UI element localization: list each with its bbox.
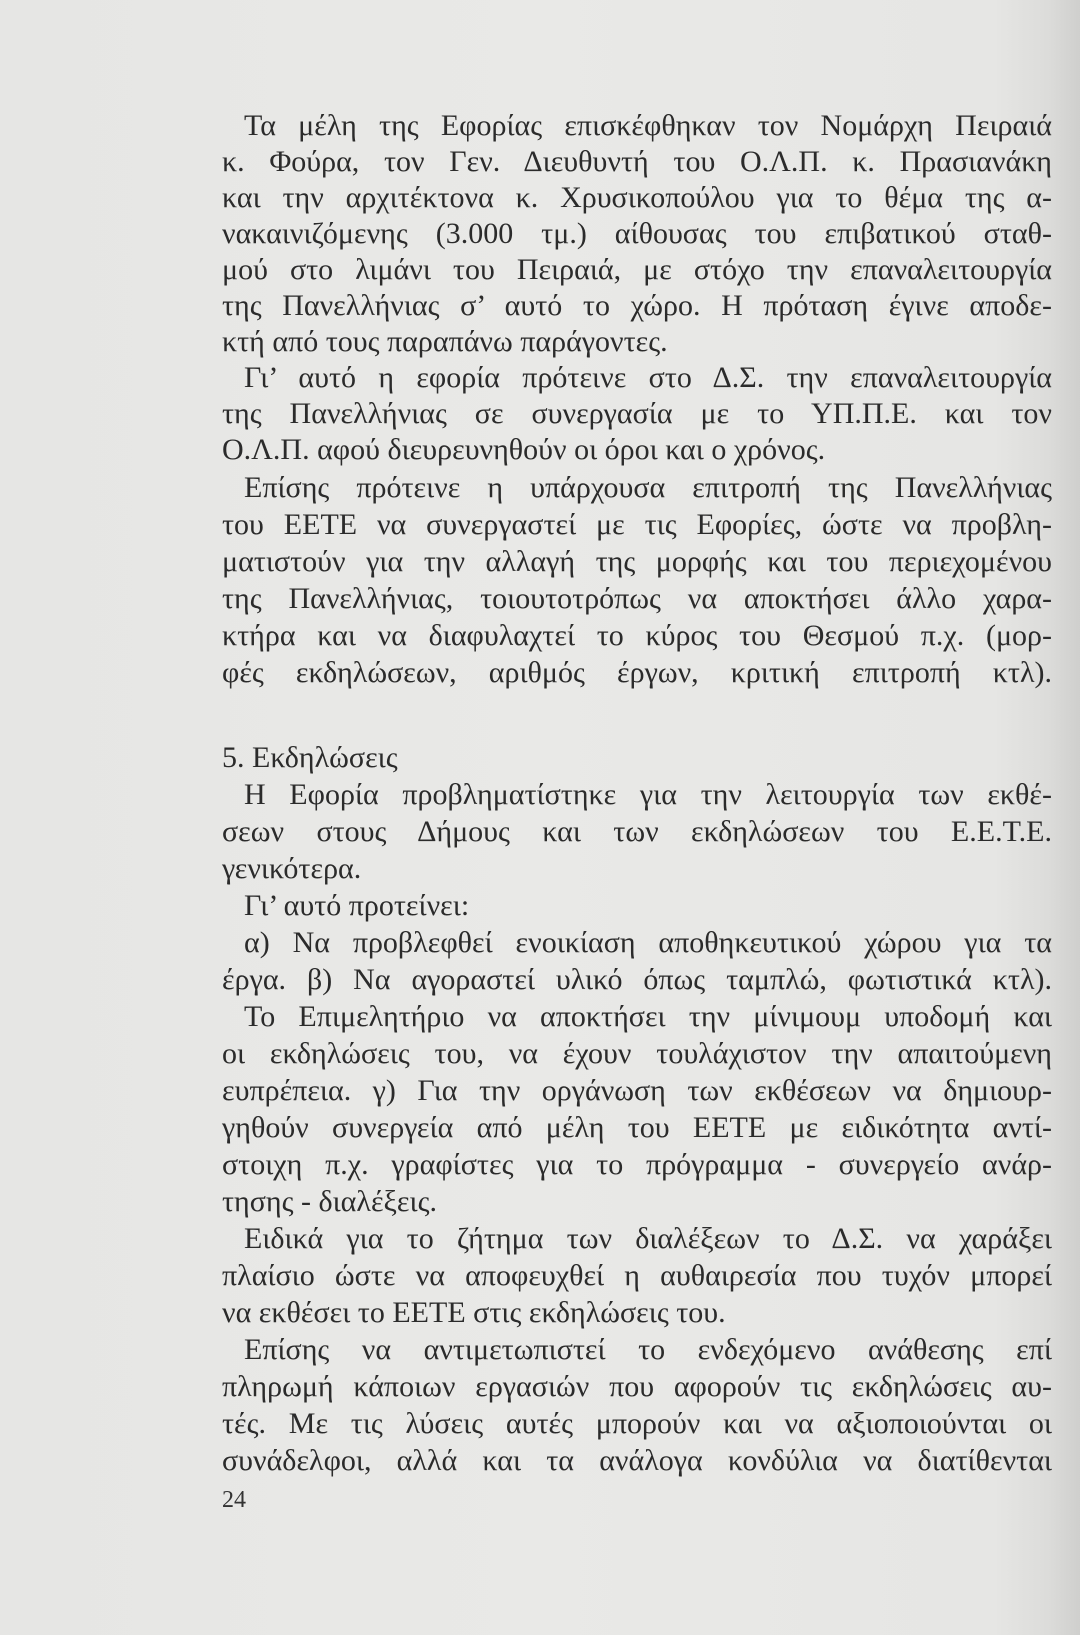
text-line: στοιχη π.χ. γραφίστες για το πρόγραμμα - συνεργείο ανάρ- — [222, 1148, 1052, 1181]
text-line: της Πανελλήνιας, τοιουτοτρόπως να αποκτήσει άλλο χαρα- — [222, 582, 1052, 615]
text-line: γενικότερα. — [222, 852, 362, 885]
text-line: να εκθέσει το ΕΕΤΕ στις εκδηλώσεις του. — [222, 1296, 726, 1329]
text-line: Γι’ αυτό η εφορία πρότεινε στο Δ.Σ. την επαναλειτουργία — [244, 361, 1052, 394]
text-line: α) Να προβλεφθεί ενοικίαση αποθηκευτικού χώρου για τα — [244, 926, 1052, 959]
page-number: 24 — [222, 1487, 246, 1513]
text-line: και την αρχιτέκτονα κ. Χρυσικοπούλου για το θέμα της α- — [222, 181, 1052, 214]
text-line: Γι’ αυτό προτείνει: — [244, 889, 470, 922]
text-line: Επίσης να αντιμετωπιστεί το ενδεχόμενο ανάθεσης επί — [244, 1333, 1052, 1366]
text-line: Το Επιμελητήριο να αποκτήσει την μίνιμουμ υποδομή και — [244, 1000, 1052, 1033]
text-line: ευπρέπεια. γ) Για την οργάνωση των εκθέσεων να δημιουρ- — [222, 1074, 1052, 1107]
text-line: μού στο λιμάνι του Πειραιά, με στόχο την επαναλειτουργία — [222, 253, 1052, 286]
text-line: κ. Φούρα, τον Γεν. Διευθυντή του Ο.Λ.Π. κ. Πρασιανάκη — [222, 145, 1052, 178]
text-line: Επίσης πρότεινε η υπάρχουσα επιτροπή της Πανελλήνιας — [244, 471, 1052, 504]
text-line: γηθούν συνεργεία από μέλη του ΕΕΤΕ με ειδικότητα αντί- — [222, 1111, 1052, 1144]
text-line: τησης - διαλέξεις. — [222, 1185, 437, 1218]
text-line: συνάδελφοι, αλλά και τα ανάλογα κονδύλια να διατίθενται — [222, 1444, 1052, 1477]
text-line: Ειδικά για το ζήτημα των διαλέξεων το Δ.Σ. να χαράξει — [244, 1222, 1052, 1255]
text-line: Ο.Λ.Π. αφού διευρευνηθούν οι όροι και ο χρόνος. — [222, 433, 826, 466]
text-line: της Πανελλήνιας σ’ αυτό το χώρο. Η πρόταση έγινε αποδε- — [222, 289, 1052, 322]
text-line: ματιστούν για την αλλαγή της μορφής και του περιεχομένου — [222, 545, 1052, 578]
text-line: τές. Με τις λύσεις αυτές μπορούν και να αξιοποιούνται οι — [222, 1407, 1052, 1440]
text-line: Η Εφορία προβληματίστηκε για την λειτουργία των εκθέ- — [244, 778, 1052, 811]
text-line: του ΕΕΤΕ να συνεργαστεί με τις Εφορίες, ώστε να προβλη- — [222, 508, 1052, 541]
text-line: Τα μέλη της Εφορίας επισκέφθηκαν τον Νομάρχη Πειραιά — [244, 109, 1052, 142]
text-line: πλαίσιο ώστε να αποφευχθεί η αυθαιρεσία που τυχόν μπορεί — [222, 1259, 1052, 1292]
section-heading: 5. Εκδηλώσεις — [222, 741, 398, 774]
text-line: σεων στους Δήμους και των εκδηλώσεων του Ε.Ε.Τ.Ε. — [222, 815, 1052, 848]
text-line: κτή από τους παραπάνω παράγοντες. — [222, 325, 668, 358]
text-line: φές εκδηλώσεων, αριθμός έργων, κριτική επιτροπή κτλ). — [222, 656, 1052, 689]
text-line: νακαινιζόμενης (3.000 τμ.) αίθουσας του επιβατικού σταθ- — [222, 217, 1052, 250]
text-line: οι εκδηλώσεις του, να έχουν τουλάχιστον την απαιτούμενη — [222, 1037, 1052, 1070]
text-line: της Πανελλήνιας σε συνεργασία με το ΥΠ.Π.Ε. και τον — [222, 397, 1052, 430]
text-line: κτήρα και να διαφυλαχτεί το κύρος του Θεσμού π.χ. (μορ- — [222, 619, 1052, 652]
text-line: πληρωμή κάποιων εργασιών που αφορούν τις εκδηλώσεις αυ- — [222, 1370, 1052, 1403]
text-line: έργα. β) Να αγοραστεί υλικό όπως ταμπλώ, φωτιστικά κτλ). — [222, 963, 1052, 996]
